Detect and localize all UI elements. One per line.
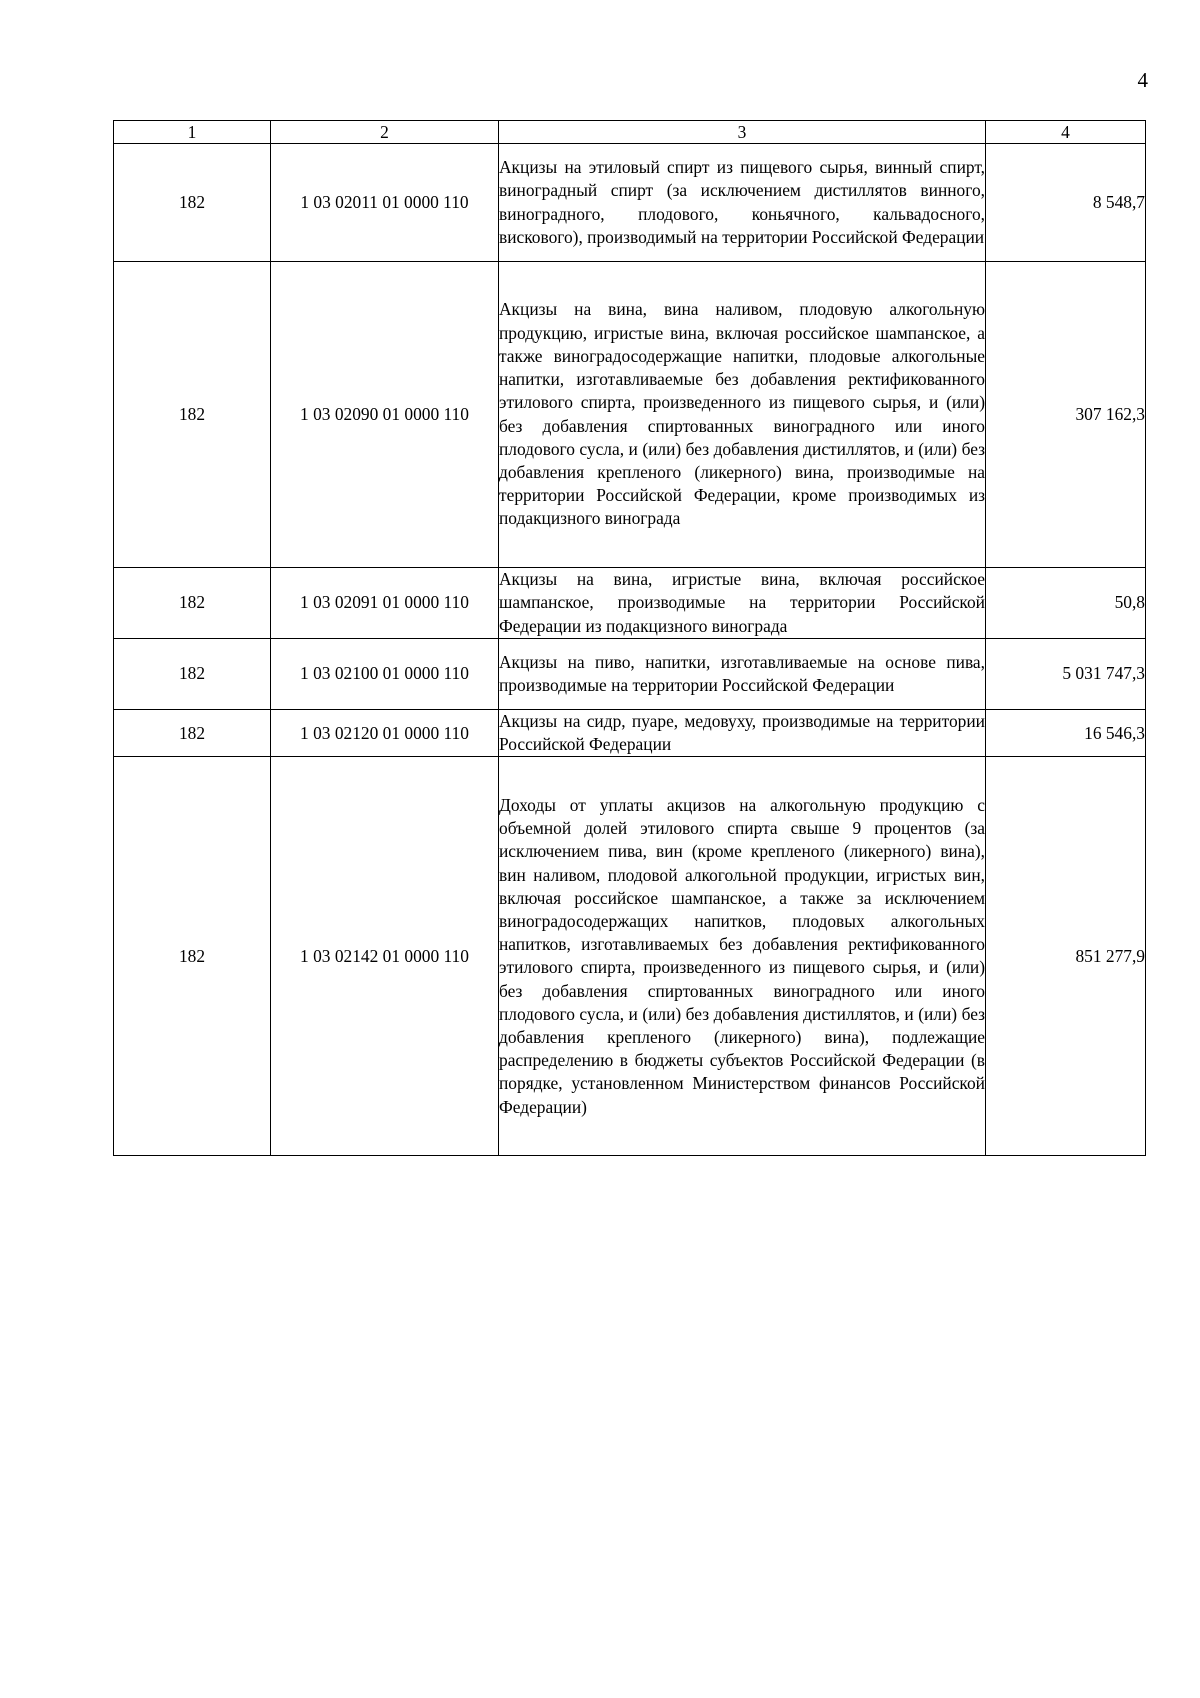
column-header-4: 4 [986, 121, 1146, 144]
budget-code-cell: 1 03 02142 01 0000 110 [271, 757, 499, 1156]
admin-code-cell: 182 [114, 568, 271, 639]
table-header [114, 121, 1146, 144]
table-row [114, 757, 1146, 1156]
amount-cell: 16 546,3 [986, 710, 1146, 757]
revenue-name-cell: Доходы от уплаты акцизов на алкогольную продукцию с объемной долей этилового спирта свыше 9 процентов (за исключением пива, вин (кроме крепленого (ликерного) вина), вин наливом, плодовой алкогольной продукции, игристых вин, включая российское шампанское, а также за исключением виноградосодержащих напитков, плодовых алкогольных напитков, изготавливаемых без добавления ректификованного этилового спирта, произведенного из пищевого сырья, и (или) без добавления спиртованных виноградного или иного плодового сусла, и (или) без добавления дистиллятов, и (или) без добавления крепленого (ликерного) вина), подлежащие распределению в бюджеты субъектов Российской Федерации (в порядке, установленном Министерством финансов Российской Федерации) [499, 757, 986, 1156]
table-row [114, 144, 1146, 262]
budget-code-cell: 1 03 02120 01 0000 110 [271, 710, 499, 757]
column-header-1: 1 [114, 121, 271, 144]
admin-code-cell: 182 [114, 639, 271, 710]
table-row [114, 710, 1146, 757]
admin-code-cell: 182 [114, 144, 271, 262]
table-row [114, 262, 1146, 568]
budget-code-cell: 1 03 02090 01 0000 110 [271, 262, 499, 568]
admin-code-cell: 182 [114, 757, 271, 1156]
revenue-table [113, 120, 1146, 1156]
amount-cell: 5 031 747,3 [986, 639, 1146, 710]
table-body [114, 144, 1146, 1156]
table-row [114, 568, 1146, 639]
amount-cell: 307 162,3 [986, 262, 1146, 568]
revenue-name-cell: Акцизы на вина, вина наливом, плодовую алкогольную продукцию, игристые вина, включая российское шампанское, а также виноградосодержащие напитки, плодовые алкогольные напитки, изготавливаемые без добавления ректификованного этилового спирта, произведенного из пищевого сырья, и (или) без добавления спиртованных виноградного или иного плодового сусла, и (или) без добавления дистиллятов, и (или) без добавления крепленого (ликерного) вина, производимые на территории Российской Федерации, кроме производимых из подакцизного винограда [499, 262, 986, 568]
column-header-2: 2 [271, 121, 499, 144]
admin-code-cell: 182 [114, 262, 271, 568]
amount-cell: 50,8 [986, 568, 1146, 639]
amount-cell: 851 277,9 [986, 757, 1146, 1156]
header-row [114, 121, 1146, 144]
revenue-name-cell: Акцизы на сидр, пуаре, медовуху, производимые на территории Российской Федерации [499, 710, 986, 757]
admin-code-cell: 182 [114, 710, 271, 757]
budget-code-cell: 1 03 02100 01 0000 110 [271, 639, 499, 710]
page-number: 4 [1137, 68, 1148, 92]
revenue-name-cell: Акцизы на вина, игристые вина, включая российское шампанское, производимые на территории Российской Федерации из подакцизного винограда [499, 568, 986, 639]
column-header-3: 3 [499, 121, 986, 144]
table-row [114, 639, 1146, 710]
amount-cell: 8 548,7 [986, 144, 1146, 262]
budget-code-cell: 1 03 02091 01 0000 110 [271, 568, 499, 639]
revenue-name-cell: Акцизы на этиловый спирт из пищевого сырья, винный спирт, виноградный спирт (за исключением дистиллятов винного, виноградного, плодового, коньячного, кальвадосного, вискового), производимый на территории Российской Федерации [499, 144, 986, 262]
revenue-name-cell: Акцизы на пиво, напитки, изготавливаемые на основе пива, производимые на территории Российской Федерации [499, 639, 986, 710]
budget-code-cell: 1 03 02011 01 0000 110 [271, 144, 499, 262]
